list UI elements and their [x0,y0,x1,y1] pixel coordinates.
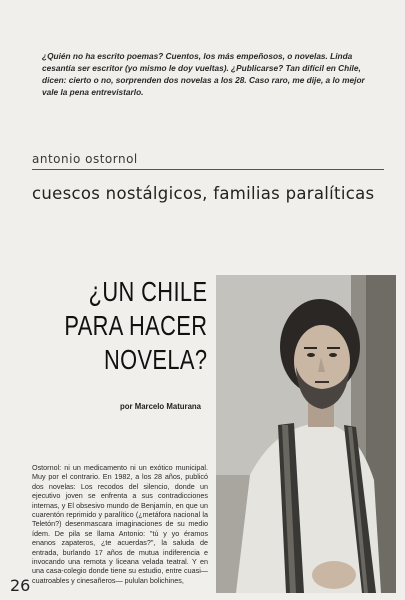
author-name: antonio ostornol [32,152,138,166]
headline-line-3: NOVELA? [103,344,207,375]
headline-line-1: ¿UN CHILE [88,276,207,307]
body-text: Ostornol: ni un medicamento ni un exótico municipal. Muy por el contrario. En 1982, a los 28 años, publicó dos novelas: Los recodos del silencio, donde un ejecutivo joven se enfrenta a sus contradicciones internas, y El obsesivo mundo de Benjamín, en que un cuarentón reprimido y paralítico (¿metáfora nacional la Teletón?) desenmascara imaginaciones de su medio ídem. De pila se llama Antonio: "tú y yo éramos enanos zapateros, ¿te acuerdas?", la saluda de entrada, burlando 17 años de mutua indiferencia e invocando una remota y liceana velada teatral. Y en una casa-colegio donde tiene su estudio, entre cuasi—cuatroables y cinesañeros— pululan bolichines, [32,463,208,585]
article-subtitle: cuescos nostálgicos, familias paralíticas [32,184,375,203]
byline: por Marcelo Maturana [120,402,202,411]
divider [32,169,384,170]
portrait-illustration [216,275,396,593]
headline-line-2: PARA HACER [63,310,207,341]
page-number: 26 [10,576,31,595]
lead-paragraph: ¿Quién no ha escrito poemas? Cuentos, los más empeñosos, o novelas. Linda cesantía ser escritor (yo mismo le doy vueltas). ¿Publicarse? Tan difícil en Chile, dicen: cierto o no, sorprenden dos novelas a los 28. Caso raro, me dije, a lo mejor vale la pena entrevistarlo. [42,51,365,97]
portrait-photo [216,275,396,593]
headline [64,275,207,377]
